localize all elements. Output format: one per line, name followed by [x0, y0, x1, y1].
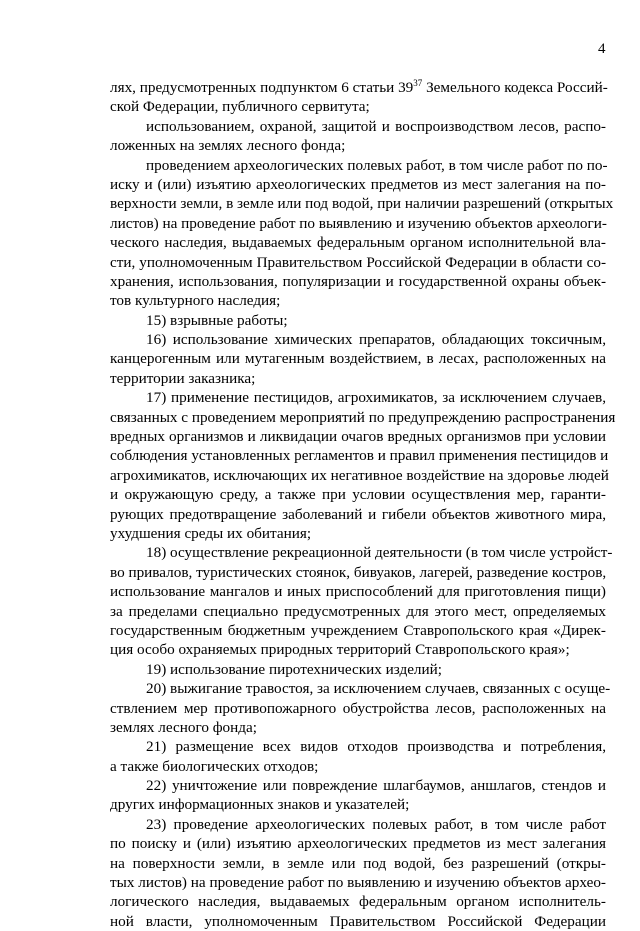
text-line: 22) уничтожение или повреждение шлагбаумов, аншлагов, стендов и: [146, 777, 606, 795]
superscript: 37: [413, 77, 423, 88]
text-line: логического наследия, выдаваемых федеральным органом исполнитель-: [110, 893, 606, 911]
text-line: связанных с проведением мероприятий по предупреждению распространения: [110, 408, 616, 426]
text-line: использование мангалов и иных приспособлений для приготовления пищи): [110, 583, 606, 601]
text-line: 23) проведение археологических полевых работ, в том числе работ: [146, 815, 606, 833]
text-line: листов) на проведение работ по выявлению и изучению объектов археологи-: [110, 214, 607, 232]
text-line: землях лесного фонда;: [110, 718, 257, 736]
text-line: государственным бюджетным учреждением Ставропольского края «Дирек-: [110, 621, 606, 639]
text-line: на поверхности земли, в земле или под водой, без разрешений (откры-: [110, 854, 606, 872]
text-line: по поиску и (или) изъятию археологических предметов из мест залегания: [110, 835, 606, 853]
text-line: канцерогенным или мутагенным воздействием, в лесах, расположенных на: [110, 350, 606, 368]
text-line: территории заказника;: [110, 369, 256, 387]
text-line: иску и (или) изъятию археологических предметов из мест залегания на по-: [110, 175, 606, 193]
text-line: соблюдения установленных регламентов и правил применения пестицидов и: [110, 447, 609, 465]
text-line: агрохимикатов, исключающих их негативное воздействие на здоровье людей: [110, 466, 609, 484]
text-line: использованием, охраной, защитой и воспроизводством лесов, распо-: [146, 117, 606, 135]
text-line: вредных организмов и ликвидации очагов вредных организмов при условии: [110, 428, 606, 446]
text-line: лях, предусмотренных подпунктом 6 статьи $39^{37}$ Земельного кодекса Россий-: [110, 77, 608, 96]
text-line: рующих предотвращение заболеваний и гибели объектов животного мира,: [110, 505, 606, 523]
text-line: сти, уполномоченным Правительством Российской Федерации в области со-: [110, 253, 606, 271]
text-line: ухудшения среды их обитания;: [110, 524, 312, 542]
text-line: 17) применение пестицидов, агрохимикатов, за исключением случаев,: [146, 389, 606, 407]
text-line: ствлением мер противопожарного обустройства лесов, расположенных на: [110, 699, 606, 717]
text-line: тых листов) на проведение работ по выявлению и изучению объектов архео-: [110, 874, 606, 892]
text-line: ческого наследия, выдаваемых федеральным органом исполнительной вла-: [110, 234, 606, 252]
text-line: 15) взрывные работы;: [146, 311, 288, 329]
text-line: и окружающую среду, а также при условии осуществления мер, гаранти-: [110, 486, 606, 504]
text-line: 16) использование химических препаратов, обладающих токсичным,: [146, 331, 606, 349]
text-line: хранения, использования, популяризации и государственной охраны объек-: [110, 272, 606, 290]
text-line: во привалов, туристических стоянок, бивуаков, лагерей, разведение костров,: [110, 563, 607, 581]
text-line: а также биологических отходов;: [110, 757, 319, 775]
text-line: других информационных знаков и указателей;: [110, 796, 410, 814]
text-line: 21) размещение всех видов отходов производства и потребления,: [146, 738, 606, 756]
text-line: ной власти, уполномоченным Правительством Российской Федерации: [110, 912, 606, 930]
text-line: 19) использование пиротехнических изделий;: [146, 660, 442, 678]
text-line: верхности земли, в земле или под водой, при наличии разрешений (открытых: [110, 195, 614, 213]
page-number: 4: [598, 41, 606, 57]
text-line: ложенных на землях лесного фонда;: [110, 137, 346, 155]
text-line: проведением археологических полевых работ, в том числе работ по по-: [146, 156, 608, 174]
text-line: 18) осуществление рекреационной деятельности (в том числе устройст-: [146, 544, 613, 562]
text-line: ция особо охраняемых природных территорий Ставропольского края»;: [110, 641, 570, 659]
text-line: 20) выжигание травостоя, за исключением случаев, связанных с осуще-: [146, 680, 611, 698]
text-line: тов культурного наследия;: [110, 292, 281, 310]
document-body: [110, 77, 616, 931]
text-line: ской Федерации, публичного сервитута;: [110, 98, 370, 116]
text-line: за пределами специально предусмотренных для этого мест, определяемых: [110, 602, 606, 620]
